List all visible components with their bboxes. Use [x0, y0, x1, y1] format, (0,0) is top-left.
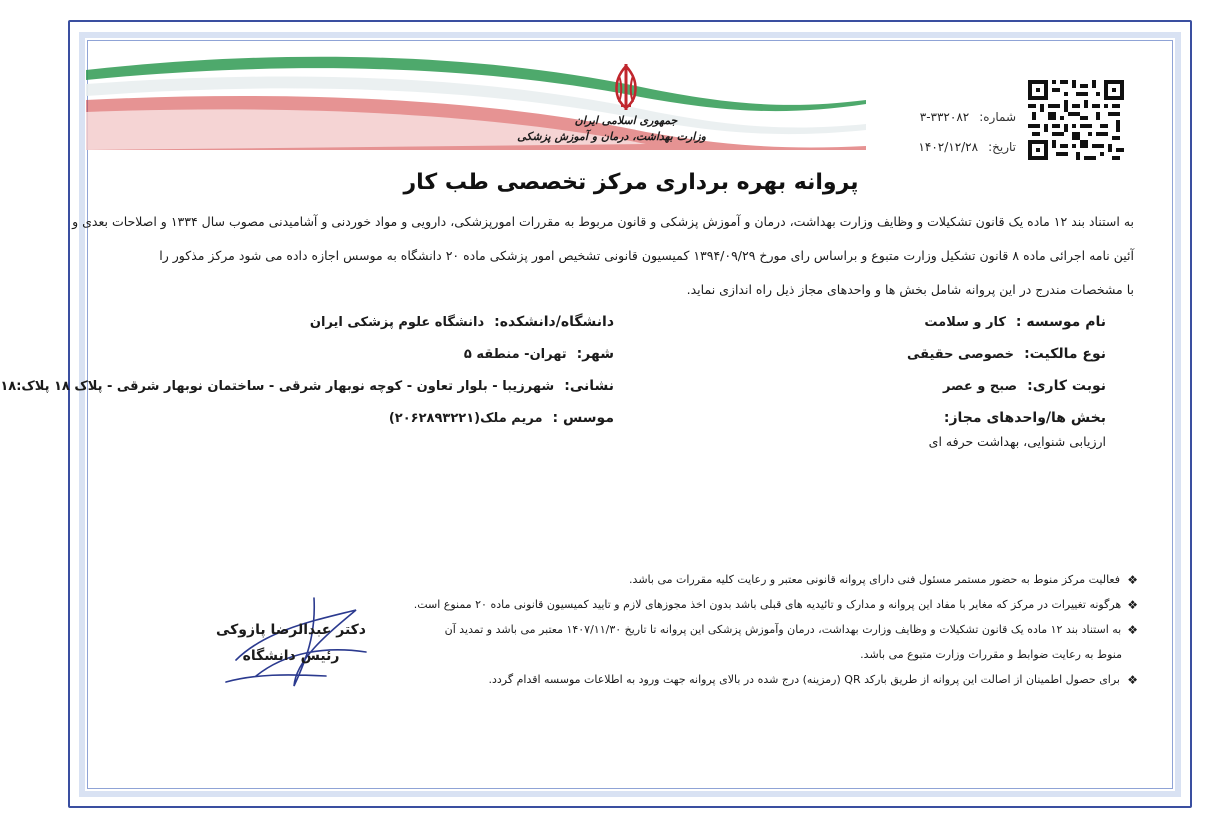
note-3-continuation-text: منوط به رعایت ضوابط و مقررات وزارت متبوع می باشد.	[860, 648, 1122, 661]
shift-label: نوبت کاری:	[1027, 378, 1106, 394]
institution-value: کار و سلامت	[924, 315, 1006, 330]
ministry-emblem-block	[517, 62, 706, 152]
university-label: دانشگاه/دانشکده:	[494, 314, 614, 330]
university-field	[134, 314, 614, 346]
note-item	[458, 667, 1138, 692]
note-3-text: به استناد بند ۱۲ ماده یک قانون تشکیلات و وظایف وزارت بهداشت، درمان وآموزش پزشکی این پروانه تا تاریخ ۱۴۰۷/۱۱/۳۰ معتبر می باشد و تمدید آن	[444, 623, 1122, 636]
note-item	[444, 617, 1138, 642]
date-label: تاریخ:	[988, 140, 1016, 154]
city-field	[134, 346, 614, 378]
certificate-meta	[796, 102, 1016, 162]
founder-label: موسس :	[552, 410, 614, 426]
ownership-value: خصوصی حقیقی	[906, 347, 1015, 362]
units-value: ارزیابی شنوایی، بهداشت حرفه ای	[928, 434, 1106, 449]
note-2-text: هرگونه تغییرات در مرکز که مغایر با مفاد این پروانه و مدارک و تائیدیه های قبلی باشد بدون اخذ مجوزهای لازم و تایید کمیسیون قانونی ماده ۲۰ ممنوع است.	[413, 598, 1122, 611]
date-row	[796, 132, 1016, 162]
ministry-name: وزارت بهداشت، درمان و آموزش پزشکی	[517, 130, 706, 143]
shift-field	[746, 378, 1106, 410]
note-item-continuation	[458, 642, 1138, 667]
details-left-column	[0, 314, 614, 442]
details-right-column	[746, 314, 1106, 449]
note-4-text: برای حصول اطمینان از اصالت این پروانه از طریق بارکد QR (رمزینه) درج شده در بالای پروانه جهت ورود به اطلاعات موسسه اقدام گردد.	[488, 673, 1120, 686]
address-value: شهرزیبا - بلوار تعاون - کوچه نوبهار شرقی - ساختمان نوبهار شرقی - پلاک ۱۸ پلاک:۱۸	[0, 379, 555, 394]
founder-value: مریم ملک(۲۰۶۲۸۹۳۲۲۱)	[388, 411, 543, 426]
diamond-bullet-icon: ❖	[1127, 672, 1138, 687]
republic-name: جمهوری اسلامی ایران	[574, 114, 678, 127]
address-field	[0, 378, 614, 410]
address-label: نشانی:	[564, 378, 614, 394]
intro-paragraph	[72, 205, 1134, 307]
number-value: ۳-۳۳۲۰۸۲	[919, 110, 970, 124]
intro-line-3: با مشخصات مندرج در این پروانه شامل بخش ها و واحدهای مجاز ذیل راه اندازی نماید.	[686, 282, 1134, 297]
diamond-bullet-icon: ❖	[1127, 597, 1138, 612]
units-label: بخش ها/واحدهای مجاز:	[943, 410, 1106, 426]
institution-label: نام موسسه :	[1015, 314, 1106, 330]
date-value: ۱۴۰۲/۱۲/۲۸	[918, 140, 979, 154]
number-row	[796, 102, 1016, 132]
signer-name: دکتر عبدالرضا پازوکی	[216, 622, 366, 638]
number-label: شماره:	[979, 110, 1016, 124]
intro-line-2: آئین نامه اجرائی ماده ۸ قانون تشکیل وزارت متبوع و براساس رای مورخ ۱۳۹۴/۰۹/۲۹ کمیسیون قانونی تشخیص امور پزشکی ماده ۲۰ دانشگاه به موسس اجازه داده می شود مرکز مذکور را	[159, 248, 1134, 263]
note-item	[458, 567, 1138, 592]
iran-emblem-icon	[609, 62, 643, 112]
institution-field	[746, 314, 1106, 346]
certificate-title: پروانه بهره برداری مرکز تخصصی طب کار	[403, 170, 859, 195]
handwritten-signature	[196, 590, 396, 700]
intro-line-1: به استناد بند ۱۲ ماده یک قانون تشکیلات و وظایف وزارت بهداشت، درمان و آموزش پزشکی و قانون مربوط به مقررات امورپزشکی، دارویی و مواد خوردنی و آشامیدنی مصوب سال ۱۳۳۴ و اصلاحات بعدی و	[72, 214, 1134, 229]
founder-field	[134, 410, 614, 442]
flag-wave-decoration	[86, 40, 866, 150]
diamond-bullet-icon: ❖	[1127, 622, 1138, 637]
signer-title: رئیس دانشگاه	[242, 648, 340, 664]
note-item	[413, 592, 1138, 617]
university-value: دانشگاه علوم پزشکی ایران	[309, 315, 485, 330]
city-value: تهران- منطقه ۵	[463, 347, 567, 362]
shift-value: صبح و عصر	[942, 379, 1018, 394]
ownership-field	[746, 346, 1106, 378]
ownership-label: نوع مالکیت:	[1024, 346, 1106, 362]
note-1-text: فعالیت مرکز منوط به حضور مستمر مسئول فنی دارای پروانه قانونی معتبر و رعایت کلیه مقررات می باشد.	[629, 573, 1120, 586]
qr-code-icon	[1028, 80, 1124, 160]
city-label: شهر:	[576, 346, 614, 362]
signature-block	[196, 590, 396, 700]
diamond-bullet-icon: ❖	[1127, 572, 1138, 587]
notes-list	[413, 567, 1138, 692]
